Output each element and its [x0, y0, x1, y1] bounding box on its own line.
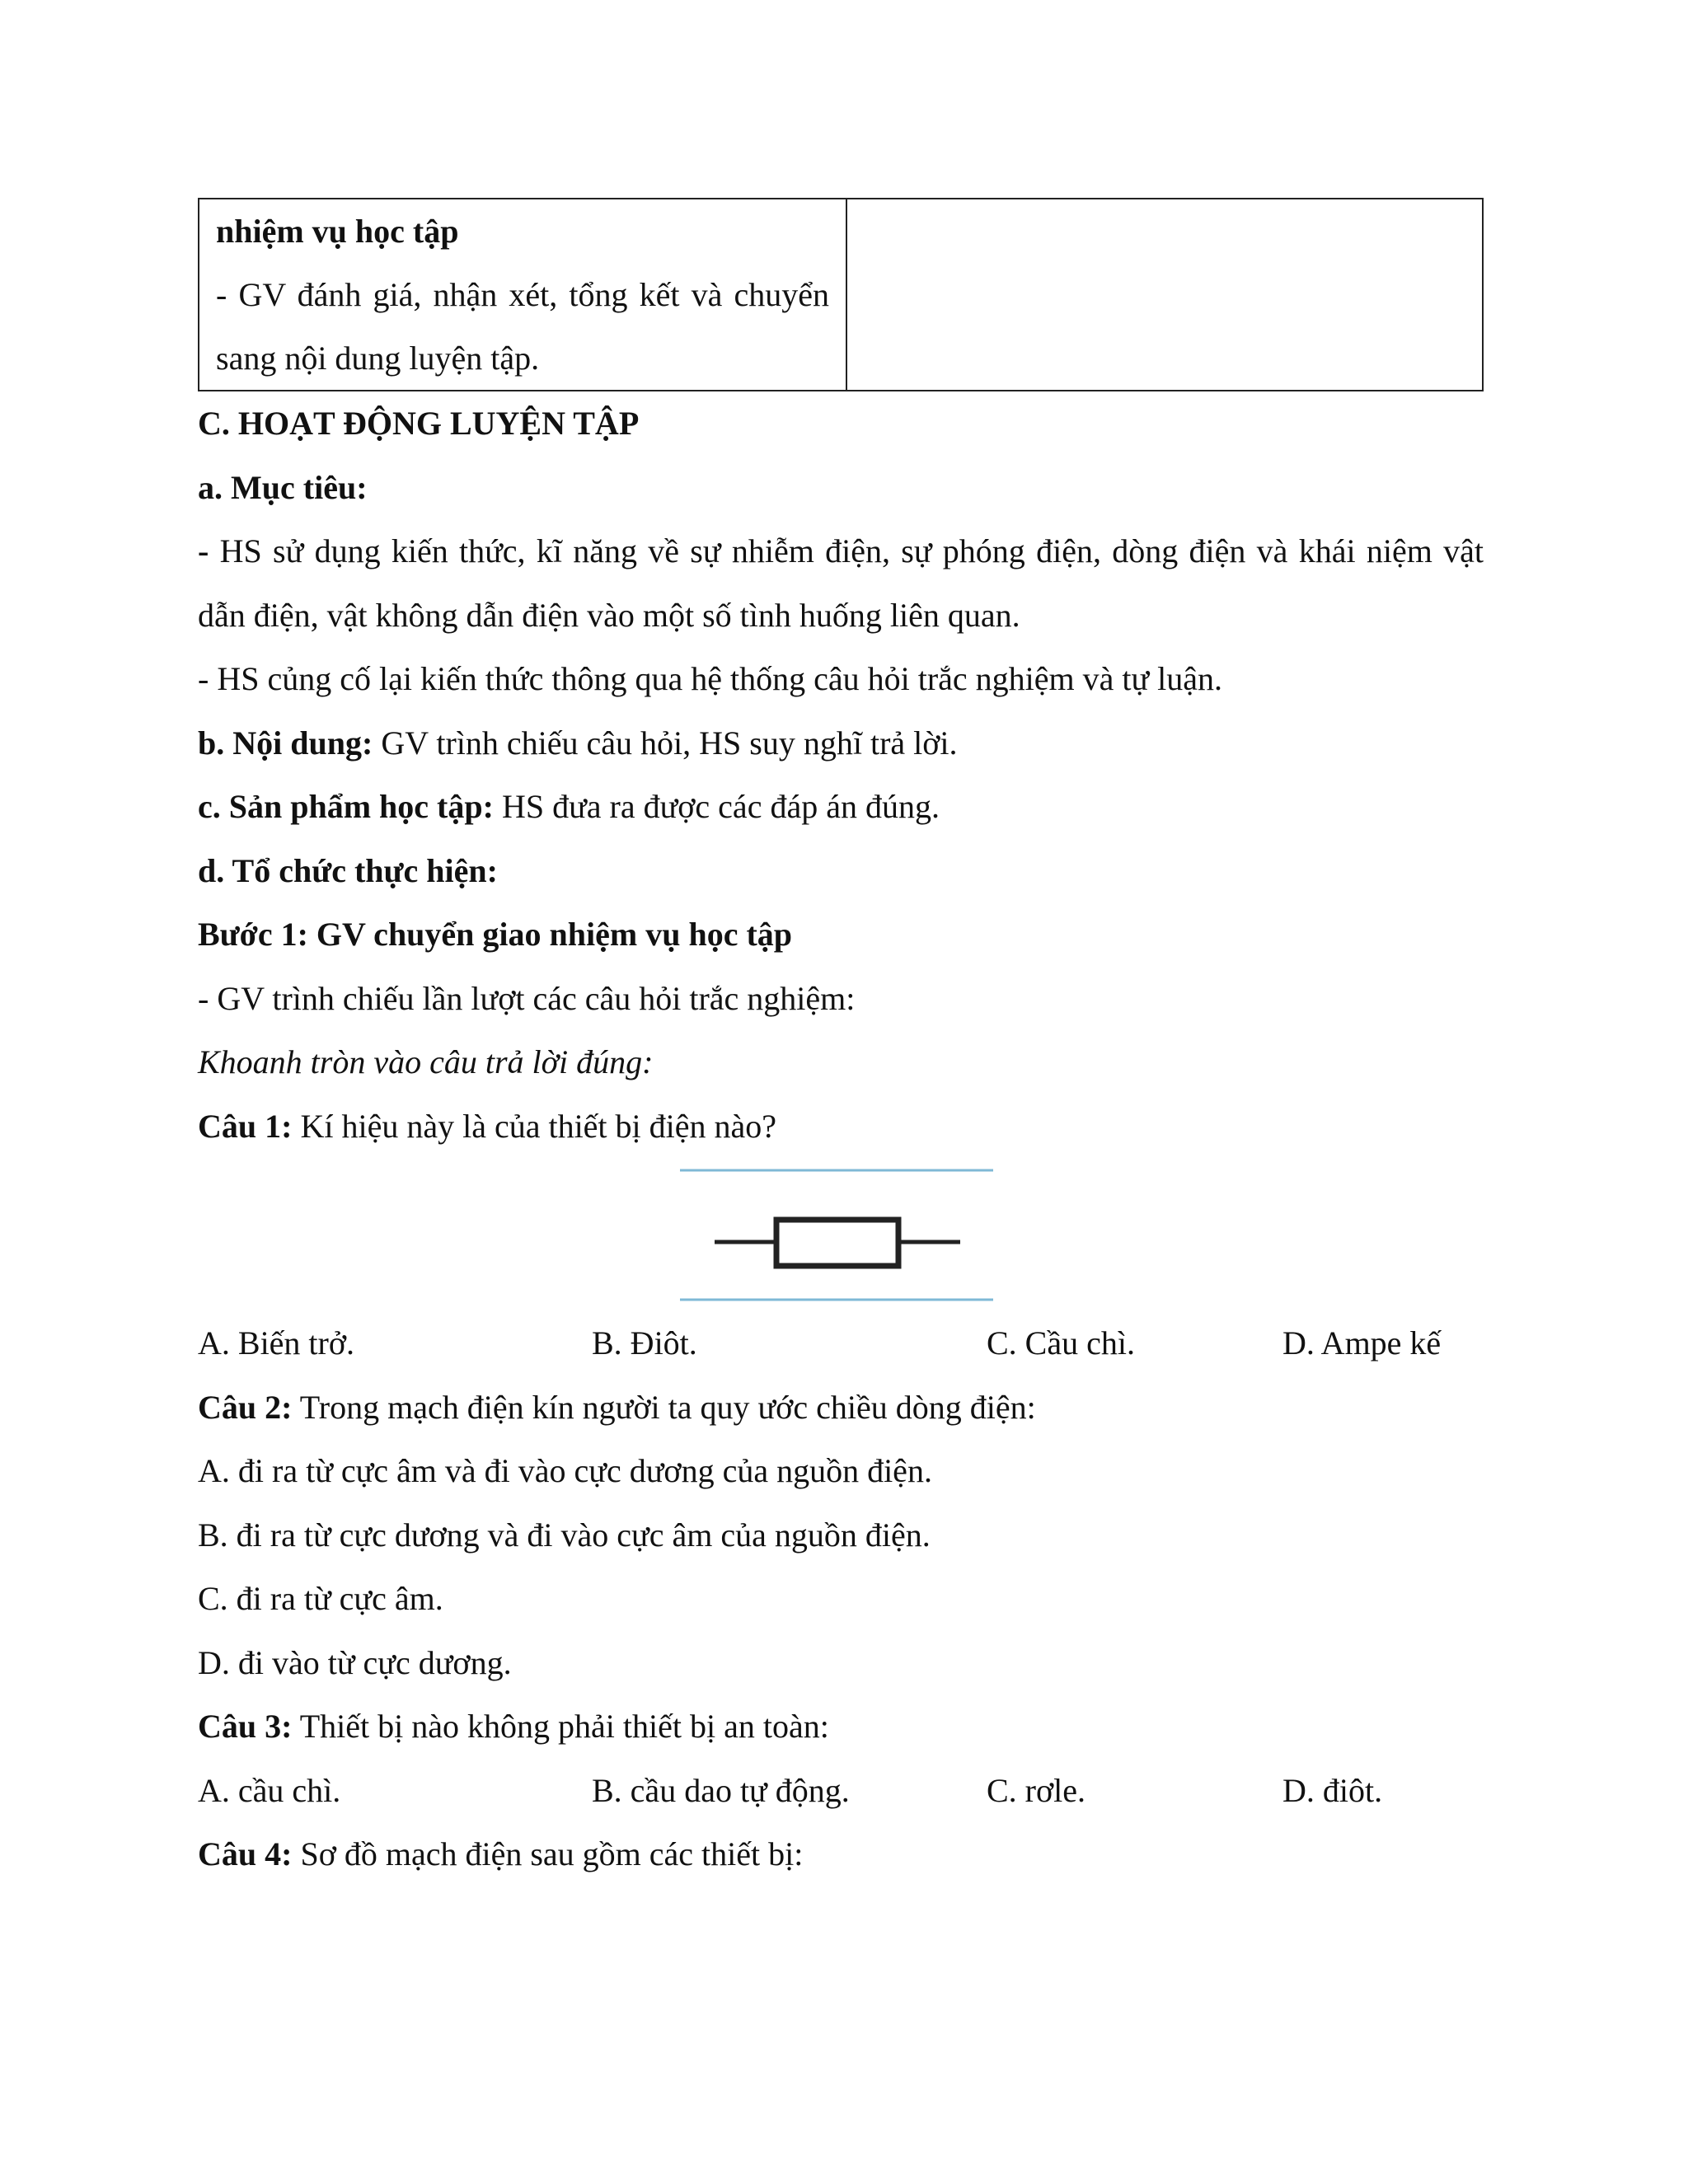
table-cell-right: [846, 199, 1483, 391]
question-text: Kí hiệu này là của thiết bị điện nào?: [292, 1107, 777, 1145]
table-cell-left: [199, 199, 846, 391]
org-label: d. Tổ chức thực hiện:: [198, 851, 498, 889]
option-b[interactable]: B. đi ra từ cực dương và đi vào cực âm của nguồn điện.: [198, 1516, 931, 1554]
question-1-figure: [198, 1158, 1484, 1311]
question-text: Trong mạch điện kín người ta quy ước chiều dòng điện:: [292, 1388, 1036, 1426]
objective-1: [198, 519, 1484, 647]
table-cell-text: - GV đánh giá, nhận xét, tổng kết và chuyển sang nội dung luyện tập.: [216, 276, 829, 377]
question-text: Thiết bị nào không phải thiết bị an toàn:: [292, 1708, 829, 1745]
question-label: Câu 3:: [198, 1708, 293, 1745]
content-line: [198, 711, 1484, 776]
objective-label: a. Mục tiêu:: [198, 468, 368, 506]
objective-1-text: HS sử dụng kiến thức, kĩ năng về sự nhiễm điện, sự phóng điện, dòng điện và khái niệm vật dẫn điện, vật không dẫn điện vào một số tình huống liên quan.: [198, 532, 1484, 634]
step1-heading: Bước 1: GV chuyển giao nhiệm vụ học tập: [198, 916, 793, 953]
option-c[interactable]: C. Cầu chì.: [987, 1324, 1135, 1361]
question-2: [198, 1376, 1484, 1440]
product-label: c. Sản phẩm học tập:: [198, 788, 494, 825]
option-d[interactable]: D. điôt.: [1282, 1771, 1383, 1809]
section-title: C. HOẠT ĐỘNG LUYỆN TẬP: [198, 405, 640, 442]
objective-1-dash: -: [198, 532, 209, 569]
question-label: Câu 4:: [198, 1835, 293, 1872]
question-1: [198, 1094, 1484, 1159]
step1-text: - GV trình chiếu lần lượt các câu hỏi trắc nghiệm:: [198, 979, 856, 1017]
objective-2: - HS củng cố lại kiến thức thông qua hệ thống câu hỏi trắc nghiệm và tự luận.: [198, 660, 1223, 697]
content-label: b. Nội dung:: [198, 724, 373, 762]
option-c[interactable]: C. đi ra từ cực âm.: [198, 1580, 443, 1617]
question-3: [198, 1694, 1484, 1759]
product-line: [198, 775, 1484, 839]
fuse-symbol-icon: [680, 1168, 993, 1304]
content-text: GV trình chiếu câu hỏi, HS suy nghĩ trả lời.: [373, 724, 958, 762]
carryover-table: [198, 198, 1484, 391]
question-text: Sơ đồ mạch điện sau gồm các thiết bị:: [292, 1835, 804, 1872]
question-label: Câu 2:: [198, 1388, 293, 1426]
document-page: [198, 198, 1484, 1886]
product-text: HS đưa ra được các đáp án đúng.: [493, 788, 940, 825]
option-d[interactable]: D. đi vào từ cực dương.: [198, 1643, 512, 1681]
question-label: Câu 1:: [198, 1107, 293, 1145]
option-a[interactable]: A. cầu chì.: [198, 1771, 341, 1809]
table-row: [199, 199, 1483, 391]
option-b[interactable]: B. Điôt.: [592, 1324, 697, 1361]
option-c[interactable]: C. rơle.: [987, 1771, 1086, 1809]
question-1-options: [198, 1311, 1484, 1376]
question-3-options: [198, 1759, 1484, 1823]
option-a[interactable]: A. Biến trở.: [198, 1324, 355, 1361]
option-d[interactable]: D. Ampe kế: [1282, 1324, 1442, 1361]
instruction: Khoanh tròn vào câu trả lời đúng:: [198, 1043, 654, 1080]
question-4: [198, 1822, 1484, 1886]
option-b[interactable]: B. cầu dao tự động.: [592, 1771, 850, 1809]
option-a[interactable]: A. đi ra từ cực âm và đi vào cực dương của nguồn điện.: [198, 1452, 932, 1489]
table-cell-heading: nhiệm vụ học tập: [216, 213, 459, 250]
